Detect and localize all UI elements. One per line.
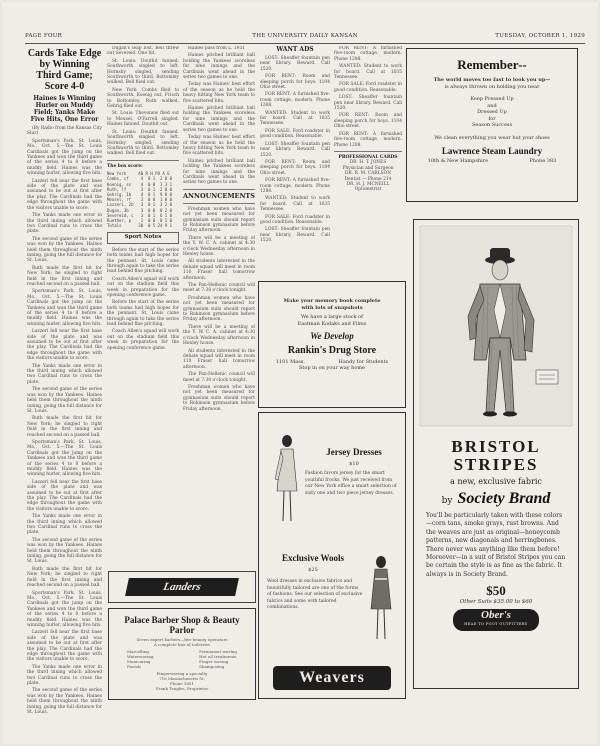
play-paragraph: Dugan's leap lost. Bell threw out Severeid. One hit. xyxy=(107,46,179,57)
barber-phone: Phone 1851 xyxy=(169,681,195,686)
obers-logo-name: Ober's xyxy=(481,609,511,622)
play-by-play-column xyxy=(107,46,179,576)
rankin-line: We have a large stock of xyxy=(300,314,363,320)
directory-entry: DR. H. J. MCNEILL xyxy=(346,181,390,187)
laundry-ad-title: Remember-- xyxy=(457,57,527,72)
want-ad: WANTED: Student to work for board. Call at 1035 Tennessee. xyxy=(334,64,402,81)
play-paragraph: New York: Combs flied to Southworth. Koenig out, Frisch to Bottomley. Ruth walked. Gehrig flied out. xyxy=(107,87,179,110)
want-ads-column xyxy=(260,46,330,276)
sports-paragraph: Sportsman's Park, St. Louis, Mo., Oct. 5.—The St. Louis Cardinals got the jump on the Yankees and won the third game of the series 4 to 0 before a muddy field. Haines was the winning hurler, allowing five hits. xyxy=(27,590,102,628)
laundry-ad-tag: We clean everything you wear but your shoes xyxy=(434,134,550,141)
laundry-ad-slogan: Season Success xyxy=(471,122,513,128)
weavers-ad xyxy=(258,412,406,699)
paper-title: THE UNIVERSITY DAILY KANSAN xyxy=(252,33,358,39)
directory-entry: DR. R. M. CARLSON xyxy=(344,171,392,177)
col3-paragraph: Haines pitched brilliant ball holding the Yankees scoreless for nine innings and the Cardinals went ahead in the series two games to one. xyxy=(183,106,255,133)
rankin-we-develop: We Develop xyxy=(310,331,354,341)
bristol-price-note: Other Suits $35.00 to $60 xyxy=(459,599,533,606)
play-paragraph: St. Louis: Thevenow flied out to Meusel. O'Farrell singled. Haines fanned. Douthit out. xyxy=(107,111,179,128)
col3-paragraph: Haines pitched brilliant ball holding the Yankees scoreless for nine innings and the Cardinals went ahead in the series two games to one. xyxy=(183,158,255,186)
want-ad: LOST: Sheaffer fountain pen near library. Reward. Call 1520. xyxy=(260,227,330,244)
woman-in-wool-dress-illustration xyxy=(363,553,399,643)
announcement: All students interested in the debate squad will meet in room 110 Fraser hall tomorrow afternoon. xyxy=(183,348,255,370)
sports-paragraph: Lazzeri fell near the first base side of the plate and was assumed to be out at first after the play. The Cardinals had the edge throughout the game with the visitors unable to score. xyxy=(27,329,102,362)
announcement: There will be a meeting of the Y. W. C. A. cabinet at 4:30 o'clock Wednesday afternoon in Henley house. xyxy=(183,324,255,347)
obers-logo-tag: HEAD TO FOOT OUTFITTERS xyxy=(464,622,528,627)
rankin-tagline: Handy for Students xyxy=(338,359,389,365)
barber-service: Hot oil treatments xyxy=(199,654,237,659)
barber-service: Marcelling xyxy=(127,649,149,654)
announcement: The Pan-Hellenic council will meet at 7:30 o'clock tonight. xyxy=(183,283,255,294)
announcement: The Pan-Hellenic council will meet at 7:30 o'clock tonight. xyxy=(183,372,255,383)
rankins-drug-store-ad xyxy=(258,281,406,408)
announcements-heading: ANNOUNCEMENTS xyxy=(183,191,255,200)
sports-paragraph: Sportsman's Park, St. Louis, Mo., Oct. 5.—The St. Louis Cardinals got the jump on the Yankees and won the third game of the series 4 to 0 before a muddy field. Haines was the winning hurler, allowing five hits. xyxy=(27,289,102,327)
laundry-address: 10th & New Hampshire xyxy=(427,158,489,164)
sport-notes-paragraph: Before the start of the series both teams had high hopes for the pennant. St. Louis came through again to take the series lead behind fine pitching. xyxy=(107,247,179,275)
want-ad: FOR RENT: A furnished five-room cottage, modern. Phone 1288. xyxy=(260,178,330,194)
rankin-line: Make your memory book complete xyxy=(283,298,381,304)
weavers-logo xyxy=(273,666,391,690)
obers-logo xyxy=(453,609,539,631)
want-ad: FOR RENT: Room and sleeping porch for boys. 1104 Ohio street. xyxy=(260,74,330,91)
barber-extra: Fingerwaving a specialty xyxy=(156,671,208,676)
sport-notes-heading: Sport Notes xyxy=(107,232,179,243)
want-ad: LOST: Sheaffer fountain pen near library. Reward. Call 1520. xyxy=(334,95,402,112)
col3-paragraph: Today was Haines' best effort of the season as he held the heavy hitting New York team to five scattered hits. xyxy=(183,135,255,157)
sports-paragraph: Lazzeri fell near the first base side of the plate and was assumed to be out at first after the play. The Cardinals had the edge throughout the game with the visitors unable to score. xyxy=(27,479,102,512)
box-score xyxy=(107,164,179,229)
announcement: Freshman women who have not yet been measured for gymnasium suits should report to Robinson gymnasium before Friday afternoon. xyxy=(183,295,255,323)
sports-paragraph: Ruth made the first hit for New York; he singled to right field in the first inning and reached second on a passed ball. xyxy=(27,566,102,589)
barber-title: Palace Barber Shop & Beauty Parlor xyxy=(124,615,240,635)
want-ad: FOR RENT: Room and sleeping porch for boys. 1104 Ohio street. xyxy=(334,113,402,130)
barber-address: 716 Massachusetts St. xyxy=(159,676,205,681)
bristol-title: BRISTOL xyxy=(451,437,541,456)
sport-notes-paragraph: Coach Allen's squad will work out on the stadium field this week in preparation for the opening conference game. xyxy=(107,276,179,299)
play-paragraph: St. Louis: Douthit fanned. Southworth singled to left. Hornsby singled, sending Southworth to third. Bottomley walked. Bell flied out. xyxy=(107,58,179,86)
laundry-ad-slogan: and xyxy=(487,102,497,109)
barber-service: Shampooing xyxy=(199,664,225,669)
sports-paragraph: The Yanks made one error in the third inning which allowed two Cardinal runs to cross the plate. xyxy=(27,213,102,235)
wools-body: Wool dresses in exclusive fabrics and beautifully tailored are one of the forms of fashions. See our selection of exclusive fabrics and some with tailored combinations. xyxy=(267,579,363,611)
dateline: (By Radio from the Kansas City Star) xyxy=(27,126,102,137)
barber-service: Permanent waving xyxy=(199,649,237,654)
landers-logo xyxy=(125,578,239,596)
want-ads-column-2 xyxy=(334,46,402,276)
weavers-logo-text: Weavers xyxy=(299,669,365,686)
play-paragraph: St. Louis: Douthit fanned. Southworth singled to left. Hornsby singled, sending Southworth to third. Bottomley walked. Bell flied out. xyxy=(107,129,179,157)
wools-title: Exclusive Wools xyxy=(281,553,345,563)
want-ad: FOR SALE: Ford roadster in good condition. Reasonable. xyxy=(260,128,330,140)
want-ad: FOR RENT: A furnished five-room cottage, modern. Phone 1288. xyxy=(334,131,402,148)
jersey-title: Jersey Dresses xyxy=(326,447,382,457)
sport-notes-paragraph: Coach Allen's squad will work out on the stadium field this week in preparation for the opening conference game. xyxy=(107,329,179,351)
bristol-by: by xyxy=(441,496,453,506)
sports-paragraph: Ruth made the first hit for New York; he singled to right field in the first inning and reached second on a passed ball. xyxy=(27,416,102,438)
sports-paragraph: Lazzeri fell near the first base side of the plate and was assumed to be out at first after the play. The Cardinals had the edge throughout the game with the visitors unable to score. xyxy=(27,630,102,663)
want-ads-heading: WANT ADS xyxy=(276,46,314,53)
announcement: All students interested in the debate squad will meet in room 110 Fraser hall tomorrow afternoon. xyxy=(183,259,255,281)
barber-service: Manicuring xyxy=(127,659,151,664)
rankin-line: Eastman Kodaks and Films xyxy=(297,320,367,327)
rankin-address: 1101 Mass. xyxy=(275,359,305,365)
sports-paragraph: The Yanks made one error in the third inning which allowed two Cardinal runs to cross the plate. xyxy=(27,363,102,385)
sports-subhead: Haines Is Winning Hurler on Muddy Field; Yanks Make Five Hits, One Error xyxy=(30,95,99,123)
laundry-ad-line: is always thrown on holding you near xyxy=(444,83,540,90)
want-ad: WANTED: Student to work for board. Call at 1035 Tennessee. xyxy=(260,196,330,213)
landers-logo-text: Landers xyxy=(162,581,202,593)
col3-paragraph: Haines pitched brilliant ball holding the Yankees scoreless for nine innings and the Cardinals went ahead in the series two games to one. xyxy=(183,53,255,81)
man-in-suit-illustration xyxy=(414,220,578,432)
laundry-ad-line: The world moves too fast to look you up— xyxy=(433,77,551,83)
directory-entry: Optometrist xyxy=(354,187,382,193)
palace-barber-shop-ad xyxy=(108,608,256,700)
sports-paragraph: The second game of the series was won by the Yankees. Haines held them throughout the ninth inning, going the full distance for St. Louis. xyxy=(27,688,102,716)
woman-in-dress-illustration xyxy=(267,431,307,531)
rankin-name: Rankin's Drug Store xyxy=(287,345,377,356)
want-ad: FOR RENT: A furnished five-room cottage, modern. Phone 1288. xyxy=(334,46,402,62)
barber-line: A complete line of toiletries xyxy=(153,642,211,647)
laundry-ad-slogan: Dressed Up xyxy=(477,109,507,115)
jersey-body: Fashion favors jersey for the smart youthful frocks. We just received from our New York office a smart selection of sixty one and two piece jersey dresses. xyxy=(305,471,397,496)
sports-paragraph: Lazzeri fell near the first base side of the plate and was assumed to be out at first after the play. The Cardinals had the edge throughout the game with the visitors unable to score. xyxy=(27,178,102,211)
bristol-subtitle: a new, exclusive fabric xyxy=(450,477,542,486)
sports-paragraph: Ruth made the first hit for New York; he singled to right field in the first inning and reached second on a passed ball. xyxy=(27,265,102,287)
want-ad: WANTED: Student to work for board. Call at 1035 Tennessee. xyxy=(260,110,330,127)
masthead xyxy=(25,30,585,42)
announcement: Freshman women who have not yet been measured for gymnasium suits should report to Robinson gymnasium before Friday afternoon. xyxy=(183,384,255,412)
sports-paragraph: The second game of the series was won by the Yankees. Haines held them throughout the ninth inning, going the full distance for St. Louis. xyxy=(27,387,102,414)
barber-owner: Frank Teagles, Proprietor xyxy=(155,686,209,691)
directory-entry: Physician and Surgeon xyxy=(342,165,394,171)
laundry-name: Lawrence Steam Laundry xyxy=(441,146,543,156)
bristol-body: You'll be particularly taken with these colors—corn tans, smoke grays, rust browns. And the weaves are just as original—honeycomb patterns, new diagonals and herringbones. There never was anything like them before! Moreover—in a suit of Bristol Stripes you can be certain the style is as fine as the fabric. It always is in Society Brand. xyxy=(426,512,566,578)
col3-lead: Haines pass from L. 1951 xyxy=(188,46,246,51)
announcements-column xyxy=(183,46,255,576)
want-ad: LOST: Sheaffer fountain pen near library. Reward. Call 1520. xyxy=(260,56,330,72)
bristol-stripes-ad xyxy=(413,219,579,689)
sports-headline: Cards Take Edge by Winning Third Game; Score 4-0 xyxy=(27,48,102,92)
sports-paragraph: Sportsman's Park, St. Louis, Mo., Oct. 5.—The St. Louis Cardinals got the jump on the Yankees and won the third game of the series 4 to 0 before a muddy field. Haines was the winning hurler, allowing five hits. xyxy=(27,138,102,177)
want-ad: FOR RENT: Room and sleeping porch for boys. 1104 Ohio street. xyxy=(260,159,330,176)
bristol-price: $50 xyxy=(486,583,506,599)
directory-heading: PROFESSIONAL CARDS xyxy=(338,154,398,160)
barber-service: Finger waving xyxy=(199,659,229,664)
laundry-ad-slogan: for xyxy=(488,115,496,122)
sports-paragraph: The Yanks made one error in the third inning which allowed two Cardinal runs to cross the plate. xyxy=(27,664,102,686)
rankin-line: with lots of snapshots xyxy=(301,304,363,311)
wools-price: $25 xyxy=(308,567,318,573)
page-number: PAGE FOUR xyxy=(25,33,63,39)
laundry-ad xyxy=(406,48,578,202)
sports-paragraph: The second game of the series was won by the Yankees. Haines held them throughout the ninth inning, going the full distance for St. Louis. xyxy=(27,236,102,264)
landers-ad xyxy=(108,571,256,603)
barber-service: Facials xyxy=(127,664,142,669)
sports-paragraph: Sportsman's Park, St. Louis, Mo., Oct. 5.—The St. Louis Cardinals got the jump on the Yankees and won the third game of the series 4 to 0 before a muddy field. Haines was the winning hurler, allowing five hits. xyxy=(27,439,102,478)
barber-service: Waterwaving xyxy=(127,654,154,659)
jersey-price: $10 xyxy=(349,461,359,467)
announcement: Freshman women who have not yet been measured for gymnasium suits should report to Robinson gymnasium before Friday afternoon. xyxy=(183,206,255,234)
want-ad: FOR SALE: Ford roadster in good condition. Reasonable. xyxy=(260,214,330,225)
barber-subtitle: Seven expert barbers—five beauty operators xyxy=(136,637,228,642)
issue-date: TUESDAY, OCTOBER 1, 1929 xyxy=(495,33,585,39)
sports-column xyxy=(27,46,102,736)
laundry-ad-slogan: Keep Pressed Up xyxy=(470,96,514,102)
sport-notes-paragraph: Before the start of the series both teams had high hopes for the pennant. St. Louis came through again to take the series lead behind fine pitching. xyxy=(107,300,179,328)
laundry-phone: Phone 383 xyxy=(529,158,557,164)
want-ad: FOR SALE: Ford roadster in good condition. Reasonable. xyxy=(334,82,402,93)
col3-paragraph: Today was Haines' best effort of the season as he held the heavy hitting New York team to five scattered hits. xyxy=(183,82,255,104)
directory-entry: DR. H. T. JONES xyxy=(349,160,387,166)
rankin-tagline-2: Stop in on your way home xyxy=(298,365,366,371)
want-ad: FOR RENT: A furnished five-room cottage, modern. Phone 1288. xyxy=(260,92,330,109)
box-score-table: New York AB R H PO A E Combs, cf 4 0 1 2 0 0 Koenig, ss 4 0 0 1 3 1 Ruth, lf 3 0 1 2 0 0 Gehrig, 1b 4 0 1 9 0 0 Meusel, rf 3 0 0 1 0 0 Lazzeri, 2b 3 0 1 3 2 0 Dugan, 3b 3 0 0 0 2 0 Severeid, c 3 0 1 6 1 0 Ruether, p 2 0 0 0 1 0 Totals 30 0 5 24 9 1 xyxy=(107,171,173,229)
sports-paragraph: The Yanks made one error in the third inning which allowed two Cardinal runs to cross the plate. xyxy=(27,514,102,536)
want-ad: LOST: Sheaffer fountain pen near library. Reward. Call 1520. xyxy=(260,141,330,158)
society-brand-logo: Society Brand xyxy=(457,490,551,507)
box-score-title: The box score: xyxy=(107,163,143,169)
announcement: There will be a meeting of the Y. W. C. A. cabinet at 4:30 o'clock Wednesday afternoon in Henley house. xyxy=(183,235,255,257)
bristol-title-2: STRIPES xyxy=(453,455,539,474)
sports-paragraph: The second game of the series was won by the Yankees. Haines held them throughout the ninth inning, going the full distance for St. Louis. xyxy=(27,537,102,565)
directory-entry: Dentist — Phone 214 xyxy=(344,176,392,182)
masthead-rule xyxy=(25,43,585,44)
